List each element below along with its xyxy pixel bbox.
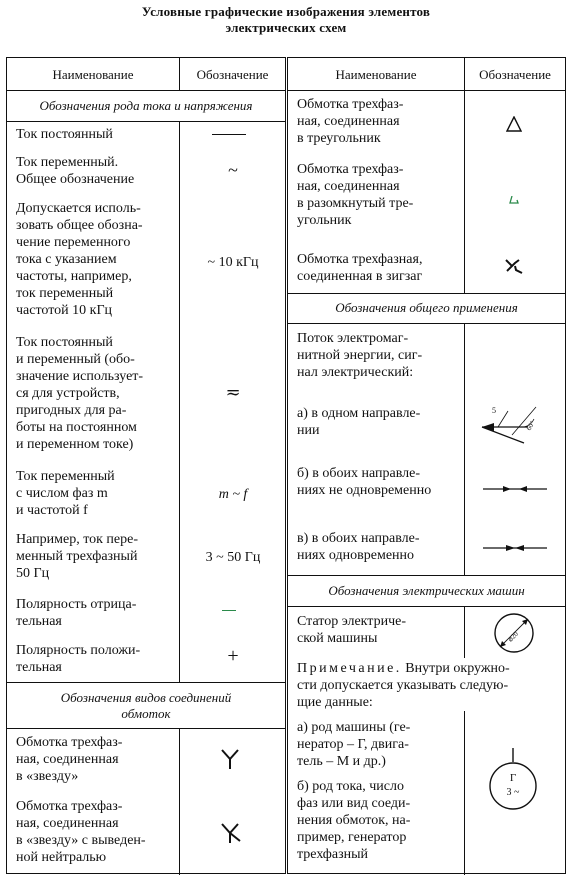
right-col-divider-2 bbox=[464, 323, 465, 575]
header-symbol-right: Обозначение bbox=[464, 58, 565, 90]
item-flow-a-line-2: нии bbox=[297, 423, 320, 438]
item-machine-a-line-3: тель – М и др.) bbox=[297, 754, 386, 769]
item-flow-line-3: нал электрический: bbox=[297, 365, 414, 380]
note-label: Примечание. bbox=[297, 661, 402, 676]
item-positive bbox=[16, 642, 140, 676]
item-machine-b-line-4: пример, генератор bbox=[297, 830, 407, 845]
item-delta bbox=[297, 96, 403, 147]
item-ac-freq-line-1: Допускается исполь- bbox=[16, 201, 141, 216]
item-negative bbox=[16, 596, 136, 630]
item-machine-b-line-2: фаз или вид соеди- bbox=[297, 796, 411, 811]
item-open-delta-line-3: в разомкнутый тре- bbox=[297, 196, 414, 211]
item-flow-a-line-1: а) в одном направле- bbox=[297, 406, 421, 421]
item-three-phase bbox=[16, 531, 138, 582]
stator-dim: ⌀20 bbox=[506, 629, 520, 644]
item-flow-a bbox=[297, 405, 420, 439]
section-current-type: Обозначения рода тока и напряжения bbox=[7, 90, 285, 121]
item-flow-b bbox=[297, 465, 431, 499]
left-col-divider-2 bbox=[179, 728, 180, 875]
right-col-divider-1 bbox=[464, 90, 465, 293]
item-star-neutral-line-4: ной нейтралью bbox=[16, 850, 107, 865]
item-dc-ac-line-5: пригодных для ра- bbox=[16, 403, 127, 418]
item-ac-freq-line-6: ток переменный bbox=[16, 286, 114, 301]
flow-both-not-simultaneous-symbol bbox=[483, 483, 547, 495]
item-zigzag-line-2: соединенная в зигзаг bbox=[297, 269, 423, 284]
item-star-neutral-line-2: ная, соединенная bbox=[16, 816, 119, 831]
left-table-header bbox=[7, 58, 285, 90]
item-ac-line-2: Общее обозначение bbox=[16, 172, 135, 187]
item-ac-phases bbox=[16, 468, 115, 519]
stator-symbol bbox=[492, 611, 536, 655]
section-machines: Обозначения электрических машин bbox=[288, 575, 565, 606]
header-symbol: Обозначение bbox=[179, 58, 285, 90]
delta-symbol bbox=[506, 116, 522, 132]
left-section2-divider bbox=[7, 728, 285, 729]
item-ac-freq bbox=[16, 200, 143, 319]
machine-note-line-2: сти допускается указывать следую- bbox=[297, 678, 509, 693]
item-dc-ac-line-7: и переменном токе) bbox=[16, 437, 134, 452]
note-text-1: Внутри окружно- bbox=[405, 661, 510, 676]
item-star-line-1: Обмотка трехфаз- bbox=[16, 735, 123, 750]
machine-note-line-3: щие данные: bbox=[297, 695, 373, 710]
title-line-2: электрических схем bbox=[225, 20, 347, 35]
flow-dim-60: 60° bbox=[524, 419, 537, 432]
left-col-divider-1 bbox=[179, 121, 180, 682]
open-delta-symbol bbox=[509, 196, 519, 204]
three-phase-symbol: 3 ~ 50 Гц bbox=[205, 550, 261, 565]
left-table bbox=[6, 57, 286, 874]
item-zigzag bbox=[297, 251, 422, 285]
right-table-header bbox=[288, 58, 565, 90]
item-delta-line-1: Обмотка трехфаз- bbox=[297, 97, 404, 112]
item-flow bbox=[297, 330, 422, 381]
item-dc-ac-line-1: Ток постоянный bbox=[16, 335, 113, 350]
item-dc-ac bbox=[16, 334, 143, 453]
right-header-divider bbox=[288, 90, 565, 91]
item-open-delta-line-1: Обмотка трехфаз- bbox=[297, 162, 404, 177]
machine-note bbox=[297, 660, 559, 711]
item-dc bbox=[16, 126, 113, 143]
item-negative-line-2: тельная bbox=[16, 614, 62, 629]
item-open-delta-line-4: угольник bbox=[297, 213, 352, 228]
item-flow-line-2: нитной энергии, сиг- bbox=[297, 348, 423, 363]
machine-note-line-1 bbox=[297, 660, 559, 677]
flow-one-direction-symbol bbox=[478, 395, 550, 451]
zigzag-symbol bbox=[503, 256, 525, 280]
item-negative-line-1: Полярность отрица- bbox=[16, 597, 137, 612]
document-title bbox=[0, 4, 572, 36]
item-stator bbox=[297, 613, 406, 647]
item-flow-b-line-1: б) в обоих направле- bbox=[297, 466, 421, 481]
ac-freq-symbol: ~ 10 кГц bbox=[207, 255, 259, 270]
right-table bbox=[287, 57, 566, 874]
section-winding-line-2: обмоток bbox=[121, 706, 171, 721]
item-ac-freq-line-7: частотой 10 кГц bbox=[16, 303, 113, 318]
item-stator-line-2: ской машины bbox=[297, 631, 378, 646]
item-flow-line-1: Поток электромаг- bbox=[297, 331, 409, 346]
item-flow-c bbox=[297, 530, 420, 564]
item-ac-freq-line-2: зовать общее обозна- bbox=[16, 218, 143, 233]
item-machine-b-line-3: нения обмоток, на- bbox=[297, 813, 411, 828]
section-winding-connections bbox=[7, 682, 285, 728]
positive-symbol: + bbox=[227, 645, 239, 667]
item-star-line-3: в «звезду» bbox=[16, 769, 79, 784]
negative-symbol bbox=[222, 610, 236, 611]
dc-ac-symbol: ≂ bbox=[225, 382, 241, 402]
item-star-neutral-line-1: Обмотка трехфаз- bbox=[16, 799, 123, 814]
item-ac-line-1: Ток переменный. bbox=[16, 155, 119, 170]
right-section2-divider bbox=[288, 606, 565, 607]
flow-dim-5: 5 bbox=[492, 406, 496, 415]
item-three-phase-line-2: менный трехфазный bbox=[16, 549, 138, 564]
item-star-neutral bbox=[16, 798, 146, 866]
item-positive-line-2: тельная bbox=[16, 660, 62, 675]
item-star bbox=[16, 734, 122, 785]
item-dc-ac-line-4: ся для устройств, bbox=[16, 386, 120, 401]
title-line-1: Условные графические изображения элементов bbox=[141, 4, 431, 19]
item-machine-a bbox=[297, 719, 410, 770]
right-col-divider-3 bbox=[464, 606, 465, 658]
section-winding-line-1: Обозначения видов соединений bbox=[60, 690, 232, 705]
star-neutral-symbol bbox=[220, 822, 242, 844]
item-open-delta-line-2: ная, соединенная bbox=[297, 179, 400, 194]
star-symbol bbox=[220, 748, 240, 770]
item-delta-line-2: ная, соединенная bbox=[297, 114, 400, 129]
item-flow-c-line-1: в) в обоих направле- bbox=[297, 531, 420, 546]
item-flow-b-line-2: ниях не одновременно bbox=[297, 483, 432, 498]
item-ac-phases-line-1: Ток переменный bbox=[16, 469, 115, 484]
item-machine-b-line-5: трехфазный bbox=[297, 847, 368, 862]
item-star-neutral-line-3: в «звезду» с выведен- bbox=[16, 833, 146, 848]
generator-letter: Г bbox=[509, 772, 517, 784]
item-machine-b bbox=[297, 778, 410, 863]
generator-phase: 3 ~ bbox=[506, 787, 520, 798]
item-ac-phases-line-2: с числом фаз m bbox=[16, 486, 108, 501]
right-col-divider-4 bbox=[464, 711, 465, 875]
item-ac-phases-line-3: и частотой f bbox=[16, 503, 88, 518]
item-star-line-2: ная, соединенная bbox=[16, 752, 119, 767]
right-section1-divider bbox=[288, 323, 565, 324]
item-zigzag-line-1: Обмотка трехфазная, bbox=[297, 252, 423, 267]
ac-symbol: ~ bbox=[228, 160, 238, 180]
item-dc-ac-line-2: и переменный (обо- bbox=[16, 352, 135, 367]
item-dc-ac-line-6: боты на постоянном bbox=[16, 420, 137, 435]
item-ac-freq-line-3: чение переменного bbox=[16, 235, 131, 250]
item-dc-ac-line-3: значение использует- bbox=[16, 369, 144, 384]
item-three-phase-line-1: Например, ток пере- bbox=[16, 532, 139, 547]
header-name-right: Наименование bbox=[335, 66, 417, 82]
header-name: Наименование bbox=[52, 66, 134, 82]
item-open-delta bbox=[297, 161, 413, 229]
section-general: Обозначения общего применения bbox=[288, 293, 565, 323]
dc-symbol bbox=[212, 134, 246, 135]
item-flow-c-line-2: ниях одновременно bbox=[297, 548, 415, 563]
item-stator-line-1: Статор электриче- bbox=[297, 614, 406, 629]
item-dc-line-1: Ток постоянный bbox=[16, 127, 113, 142]
item-delta-line-3: в треугольник bbox=[297, 131, 381, 146]
ac-phases-symbol: m ~ f bbox=[218, 487, 248, 502]
item-three-phase-line-3: 50 Гц bbox=[16, 566, 50, 581]
item-positive-line-1: Полярность положи- bbox=[16, 643, 141, 658]
item-ac-freq-line-5: частоты, например, bbox=[16, 269, 132, 284]
flow-both-simultaneous-symbol bbox=[483, 542, 547, 554]
item-ac-freq-line-4: тока с указанием bbox=[16, 252, 117, 267]
left-section-divider bbox=[7, 121, 285, 122]
item-ac bbox=[16, 154, 134, 188]
item-machine-a-line-2: нератор – Г, двига- bbox=[297, 737, 409, 752]
item-machine-b-line-1: б) род тока, число bbox=[297, 779, 404, 794]
generator-symbol bbox=[488, 746, 538, 810]
item-machine-a-line-1: а) род машины (ге- bbox=[297, 720, 411, 735]
